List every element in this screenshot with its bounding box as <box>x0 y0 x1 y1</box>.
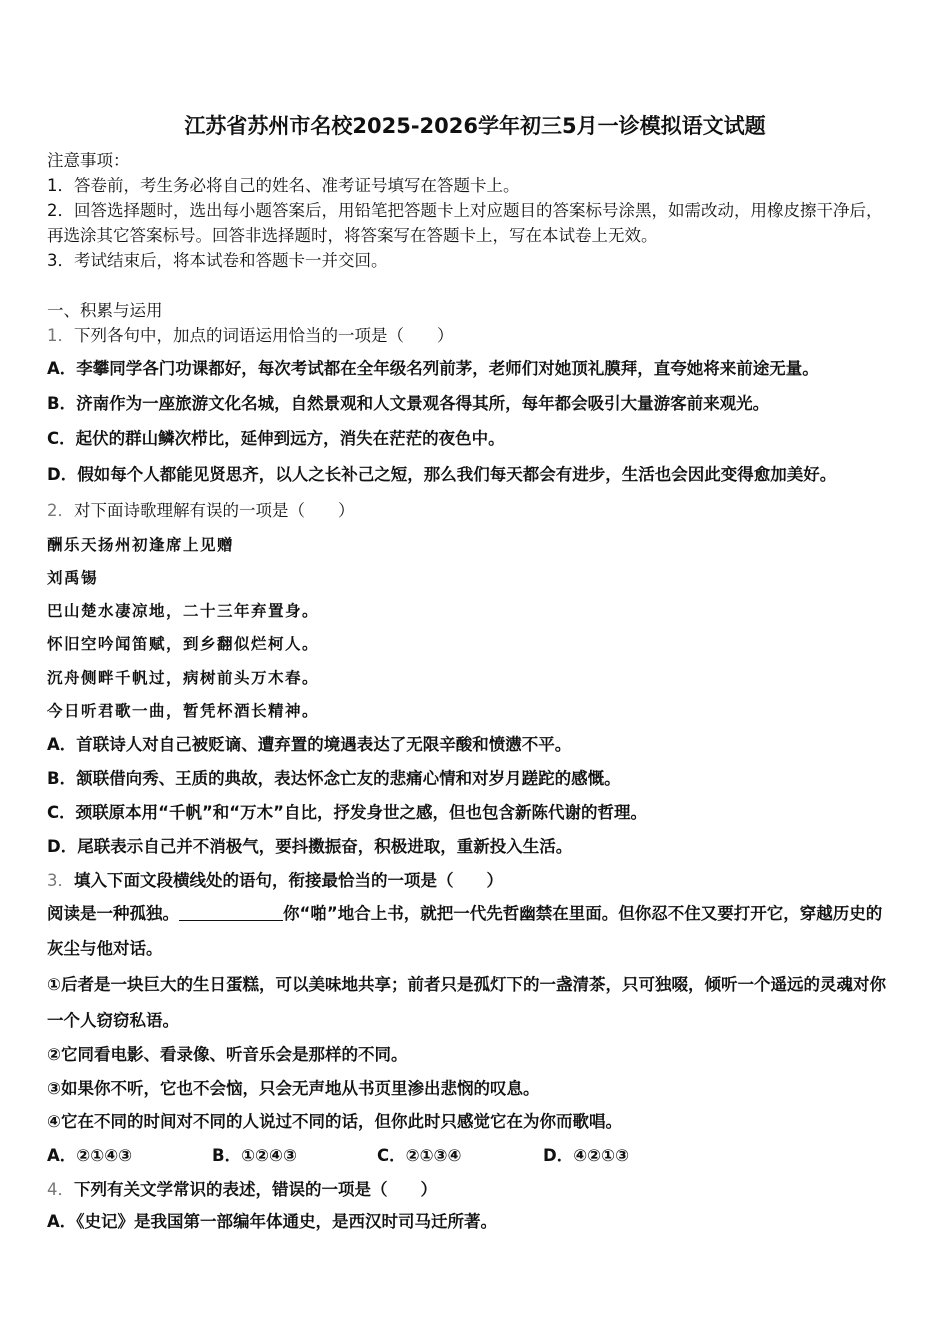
notice-item: 1．答卷前，考生务必将自己的姓名、准考证号填写在答题卡上。 <box>47 176 520 195</box>
poem-title: 酬乐天扬州初逢席上见赠 <box>47 536 235 554</box>
q1-option-d: D．假如每个人都能见贤思齐，以人之长补己之短，那么我们每天都会有进步，生活也会因此变得愈加美好。 <box>47 465 837 484</box>
q3-option-d: D．④②①③ <box>543 1146 630 1165</box>
q1-option-c: C．起伏的群山鳞次栉比，延伸到远方，消失在茫茫的夜色中。 <box>47 429 505 448</box>
section-heading: 一、积累与运用 <box>47 301 163 320</box>
poem-line: 沉舟侧畔千帆过，病树前头万木春。 <box>47 669 320 687</box>
page-title: 江苏省苏州市名校2025-2026学年初三5月一诊模拟语文试题 <box>184 114 766 138</box>
notice-item: 2．回答选择题时，选出每小题答案后，用铅笔把答题卡上对应题目的答案标号涂黑，如需改动，用橡皮擦干净后， <box>47 201 883 220</box>
q3-sentence: ①后者是一块巨大的生日蛋糕，可以美味地共享；前者只是孤灯下的一盏清茶，只可独啜，倾听一个遥远的灵魂对你 <box>47 975 886 994</box>
question-4-stem <box>47 1179 437 1201</box>
question-text: 填入下面文段横线处的语句，衔接最恰当的一项是（ ） <box>74 871 503 890</box>
question-2-stem <box>47 500 355 522</box>
q2-option-d: D．尾联表示自己并不消极气，要抖擞振奋，积极进取，重新投入生活。 <box>47 837 573 856</box>
question-1-stem <box>47 325 454 347</box>
notice-item: 3．考试结束后，将本试卷和答题卡一并交回。 <box>47 251 388 270</box>
poem-line: 今日听君歌一曲，暂凭杯酒长精神。 <box>47 702 320 720</box>
passage-text: 你“啪”地合上书，就把一代先哲幽禁在里面。但你忍不住又要打开它，穿越历史的 <box>283 904 883 923</box>
q3-passage <box>47 903 882 925</box>
q3-sentence: ③如果你不听，它也不会恼，只会无声地从书页里渗出悲悯的叹息。 <box>47 1079 540 1098</box>
question-number: 3． <box>47 871 74 890</box>
notice-heading: 注意事项： <box>47 151 130 170</box>
question-number: 1． <box>47 326 74 345</box>
q2-option-b: B．颔联借向秀、王质的典故，表达怀念亡友的悲痛心情和对岁月蹉跎的感慨。 <box>47 769 621 788</box>
q2-option-c: C．颈联原本用“千帆”和“万木”自比，抒发身世之感，但也包含新陈代谢的哲理。 <box>47 803 647 822</box>
q2-option-a: A．首联诗人对自己被贬谪、遭弃置的境遇表达了无限辛酸和愤懑不平。 <box>47 735 572 754</box>
poem-author: 刘禹锡 <box>47 569 99 587</box>
q3-option-a: A．②①④③ <box>47 1146 133 1165</box>
q3-sentence: ④它在不同的时间对不同的人说过不同的话，但你此时只感觉它在为你而歌唱。 <box>47 1112 622 1131</box>
fill-blank <box>179 904 283 921</box>
poem-line: 怀旧空吟闻笛赋，到乡翻似烂柯人。 <box>47 635 320 653</box>
question-text: 下列各句中，加点的词语运用恰当的一项是（ ） <box>74 326 454 345</box>
q3-sentence: ②它同看电影、看录像、听音乐会是那样的不同。 <box>47 1045 408 1064</box>
q1-option-b: B．济南作为一座旅游文化名城，自然景观和人文景观各得其所，每年都会吸引大量游客前来观光。 <box>47 394 770 413</box>
q1-option-a: A．李攀同学各门功课都好，每次考试都在全年级名列前茅，老师们对她顶礼膜拜，直夸她将来前途无量。 <box>47 359 819 378</box>
q4-option-a: A．《史记》是我国第一部编年体通史，是西汉时司马迁所著。 <box>47 1212 498 1231</box>
question-number: 4． <box>47 1180 74 1199</box>
q3-passage-end: 灰尘与他对话。 <box>47 939 163 958</box>
q3-option-b: B．①②④③ <box>212 1146 297 1165</box>
question-text: 下列有关文学常识的表述，错误的一项是（ ） <box>74 1180 437 1199</box>
q3-sentence: 一个人窃窃私语。 <box>47 1011 179 1030</box>
q3-option-c: C．②①③④ <box>377 1146 462 1165</box>
question-3-stem <box>47 870 503 892</box>
passage-text: 阅读是一种孤独。 <box>47 904 179 923</box>
question-text: 对下面诗歌理解有误的一项是（ ） <box>74 501 355 520</box>
poem-line: 巴山楚水凄凉地，二十三年弃置身。 <box>47 602 320 620</box>
notice-item: 再选涂其它答案标号。回答非选择题时，将答案写在答题卡上，写在本试卷上无效。 <box>47 226 658 245</box>
question-number: 2． <box>47 501 74 520</box>
